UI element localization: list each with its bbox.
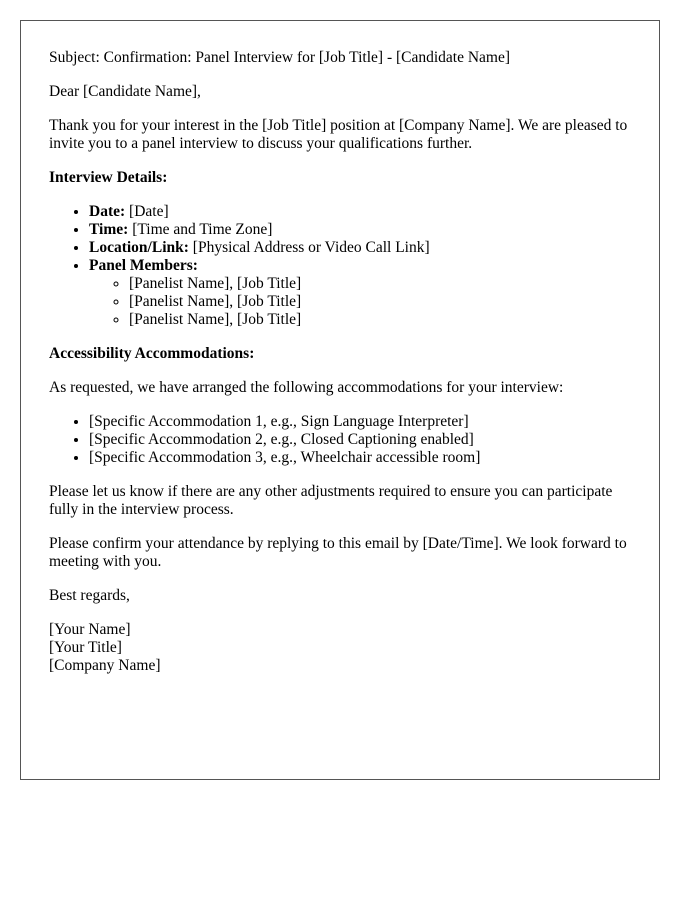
- closing: Best regards,: [49, 587, 130, 604]
- accessibility-heading-text: Accessibility Accommodations:: [49, 345, 255, 362]
- adjustments-paragraph: Please let us know if there are any other adjustments required to ensure you can participate fully in the interview process.: [49, 483, 613, 518]
- accommodation-item: • [Specific Accommodation 3, e.g., Wheelchair accessible room]: [89, 449, 631, 467]
- accommodation-item: • [Specific Accommodation 1, e.g., Sign Language Interpreter]: [89, 413, 631, 431]
- accessibility-intro: As requested, we have arranged the following accommodations for your interview:: [49, 379, 564, 396]
- letter-body: [20, 20, 660, 780]
- panelist-item: ◦ [Panelist Name], [Job Title]: [129, 293, 631, 311]
- subject-line: Subject: Confirmation: Panel Interview for [Job Title] - [Candidate Name]: [49, 49, 511, 66]
- signature-title: [Your Title]: [49, 639, 122, 656]
- accessibility-heading: [49, 345, 631, 363]
- signature-name: [Your Name]: [49, 621, 131, 638]
- accommodation-item: • [Specific Accommodation 2, e.g., Closed Captioning enabled]: [89, 431, 631, 449]
- panelist-item: ◦ [Panelist Name], [Job Title]: [129, 311, 631, 329]
- detail-date: [89, 203, 631, 221]
- detail-panel-members: [89, 257, 631, 329]
- detail-location: [89, 239, 631, 257]
- interview-details-heading: [49, 169, 631, 187]
- signature-block: [49, 621, 631, 675]
- detail-panel-label: Panel Members:: [89, 257, 198, 274]
- detail-date-value: [Date]: [125, 203, 169, 220]
- interview-details-list: [49, 203, 631, 329]
- accommodation-list: [49, 413, 631, 467]
- detail-time: [89, 221, 631, 239]
- detail-time-value: [Time and Time Zone]: [128, 221, 273, 238]
- greeting: Dear [Candidate Name],: [49, 83, 201, 100]
- confirm-paragraph: Please confirm your attendance by replying to this email by [Date/Time]. We look forward to meeting with you.: [49, 535, 627, 570]
- intro-paragraph: Thank you for your interest in the [Job Title] position at [Company Name]. We are pleased to invite you to a panel interview to discuss your qualifications further.: [49, 117, 628, 152]
- panelist-item: ◦ [Panelist Name], [Job Title]: [129, 275, 631, 293]
- detail-location-value: [Physical Address or Video Call Link]: [188, 239, 430, 256]
- panelist-list: [89, 275, 631, 329]
- detail-time-label: Time:: [89, 221, 129, 238]
- signature-company: [Company Name]: [49, 657, 161, 674]
- interview-details-heading-text: Interview Details:: [49, 169, 168, 186]
- detail-location-label: Location/Link:: [89, 239, 189, 256]
- detail-date-label: Date:: [89, 203, 126, 220]
